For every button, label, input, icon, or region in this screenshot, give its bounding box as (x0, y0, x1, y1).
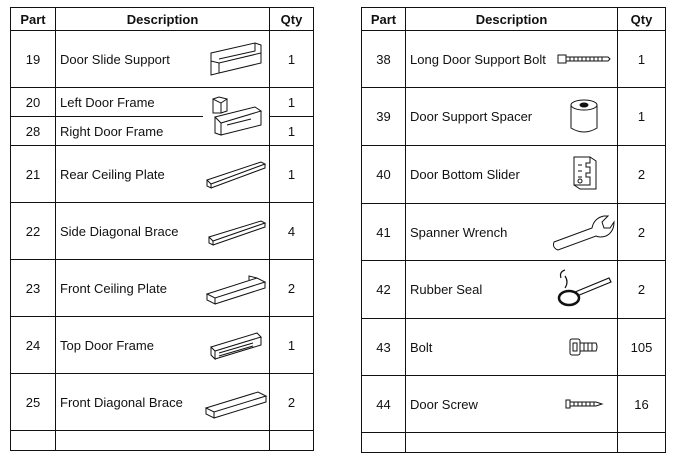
table-row (11, 31, 314, 88)
header-description: Description (56, 8, 270, 31)
header-description: Description (406, 8, 618, 31)
part-qty: 105 (618, 319, 666, 376)
part-number: 40 (362, 146, 406, 204)
part-qty: 1 (270, 31, 314, 88)
part-number: 42 (362, 261, 406, 319)
part-number: 22 (11, 203, 56, 260)
part-qty: 2 (270, 374, 314, 431)
part-qty: 1 (270, 117, 314, 146)
door-slide-support-icon (207, 39, 265, 79)
ceiling-plate-icon (205, 156, 267, 192)
table-row (362, 31, 666, 88)
part-description: Front Diagonal Brace (56, 374, 203, 431)
front-diagonal-brace-icon (204, 384, 268, 420)
part-description: Spanner Wrench (406, 204, 551, 261)
part-number: 41 (362, 204, 406, 261)
rubber-seal-icon (555, 268, 613, 312)
part-description: Door Screw (406, 376, 551, 433)
part-qty: 2 (618, 204, 666, 261)
part-description: Rear Ceiling Plate (56, 146, 203, 203)
table-row (11, 203, 314, 260)
table-row (362, 319, 666, 376)
part-description: Rubber Seal (406, 261, 551, 319)
part-description: Front Ceiling Plate (56, 260, 203, 317)
part-number: 39 (362, 88, 406, 146)
part-number: 43 (362, 319, 406, 376)
part-qty: 1 (618, 31, 666, 88)
part-number: 28 (11, 117, 56, 146)
part-qty: 2 (618, 261, 666, 319)
part-description: Left Door Frame (56, 88, 203, 117)
part-qty: 1 (270, 146, 314, 203)
part-number: 19 (11, 31, 56, 88)
part-number: 44 (362, 376, 406, 433)
header-part: Part (362, 8, 406, 31)
table-row (362, 376, 666, 433)
header-part: Part (11, 8, 56, 31)
table-row (11, 260, 314, 317)
part-description: Bolt (406, 319, 551, 376)
part-description: Door Slide Support (56, 31, 203, 88)
part-qty: 4 (270, 203, 314, 260)
table-row (11, 88, 314, 117)
part-qty: 2 (270, 260, 314, 317)
spacer-icon (567, 98, 601, 136)
table-header (362, 8, 666, 31)
header-qty: Qty (618, 8, 666, 31)
part-qty: 1 (618, 88, 666, 146)
part-number: 21 (11, 146, 56, 203)
part-description: Door Support Spacer (406, 88, 551, 146)
part-number: 25 (11, 374, 56, 431)
table-header (11, 8, 314, 31)
part-qty: 2 (618, 146, 666, 204)
part-description: Top Door Frame (56, 317, 203, 374)
screw-icon (564, 398, 604, 410)
slider-icon (566, 153, 602, 197)
parts-table-left (10, 7, 314, 451)
long-bolt-icon (556, 52, 612, 66)
table-row (362, 146, 666, 204)
part-number: 23 (11, 260, 56, 317)
part-description: Door Bottom Slider (406, 146, 551, 204)
parts-table-right (361, 7, 666, 453)
part-description: Right Door Frame (56, 117, 203, 146)
part-qty: 16 (618, 376, 666, 433)
part-qty: 1 (270, 317, 314, 374)
part-description: Long Door Support Bolt (406, 31, 551, 88)
part-description: Side Diagonal Brace (56, 203, 203, 260)
top-door-frame-icon (207, 327, 265, 363)
front-ceiling-plate-icon (205, 270, 267, 306)
table-row (362, 204, 666, 261)
door-frame-icon (207, 95, 265, 139)
table-row (11, 146, 314, 203)
header-qty: Qty (270, 8, 314, 31)
part-qty: 1 (270, 88, 314, 117)
bolt-icon (568, 336, 600, 358)
part-number: 38 (362, 31, 406, 88)
table-row (362, 261, 666, 319)
part-number: 20 (11, 88, 56, 117)
part-number: 24 (11, 317, 56, 374)
table-row (11, 374, 314, 431)
table-row (11, 317, 314, 374)
wrench-icon (552, 212, 616, 252)
table-row (362, 88, 666, 146)
diagonal-brace-icon (205, 213, 267, 249)
